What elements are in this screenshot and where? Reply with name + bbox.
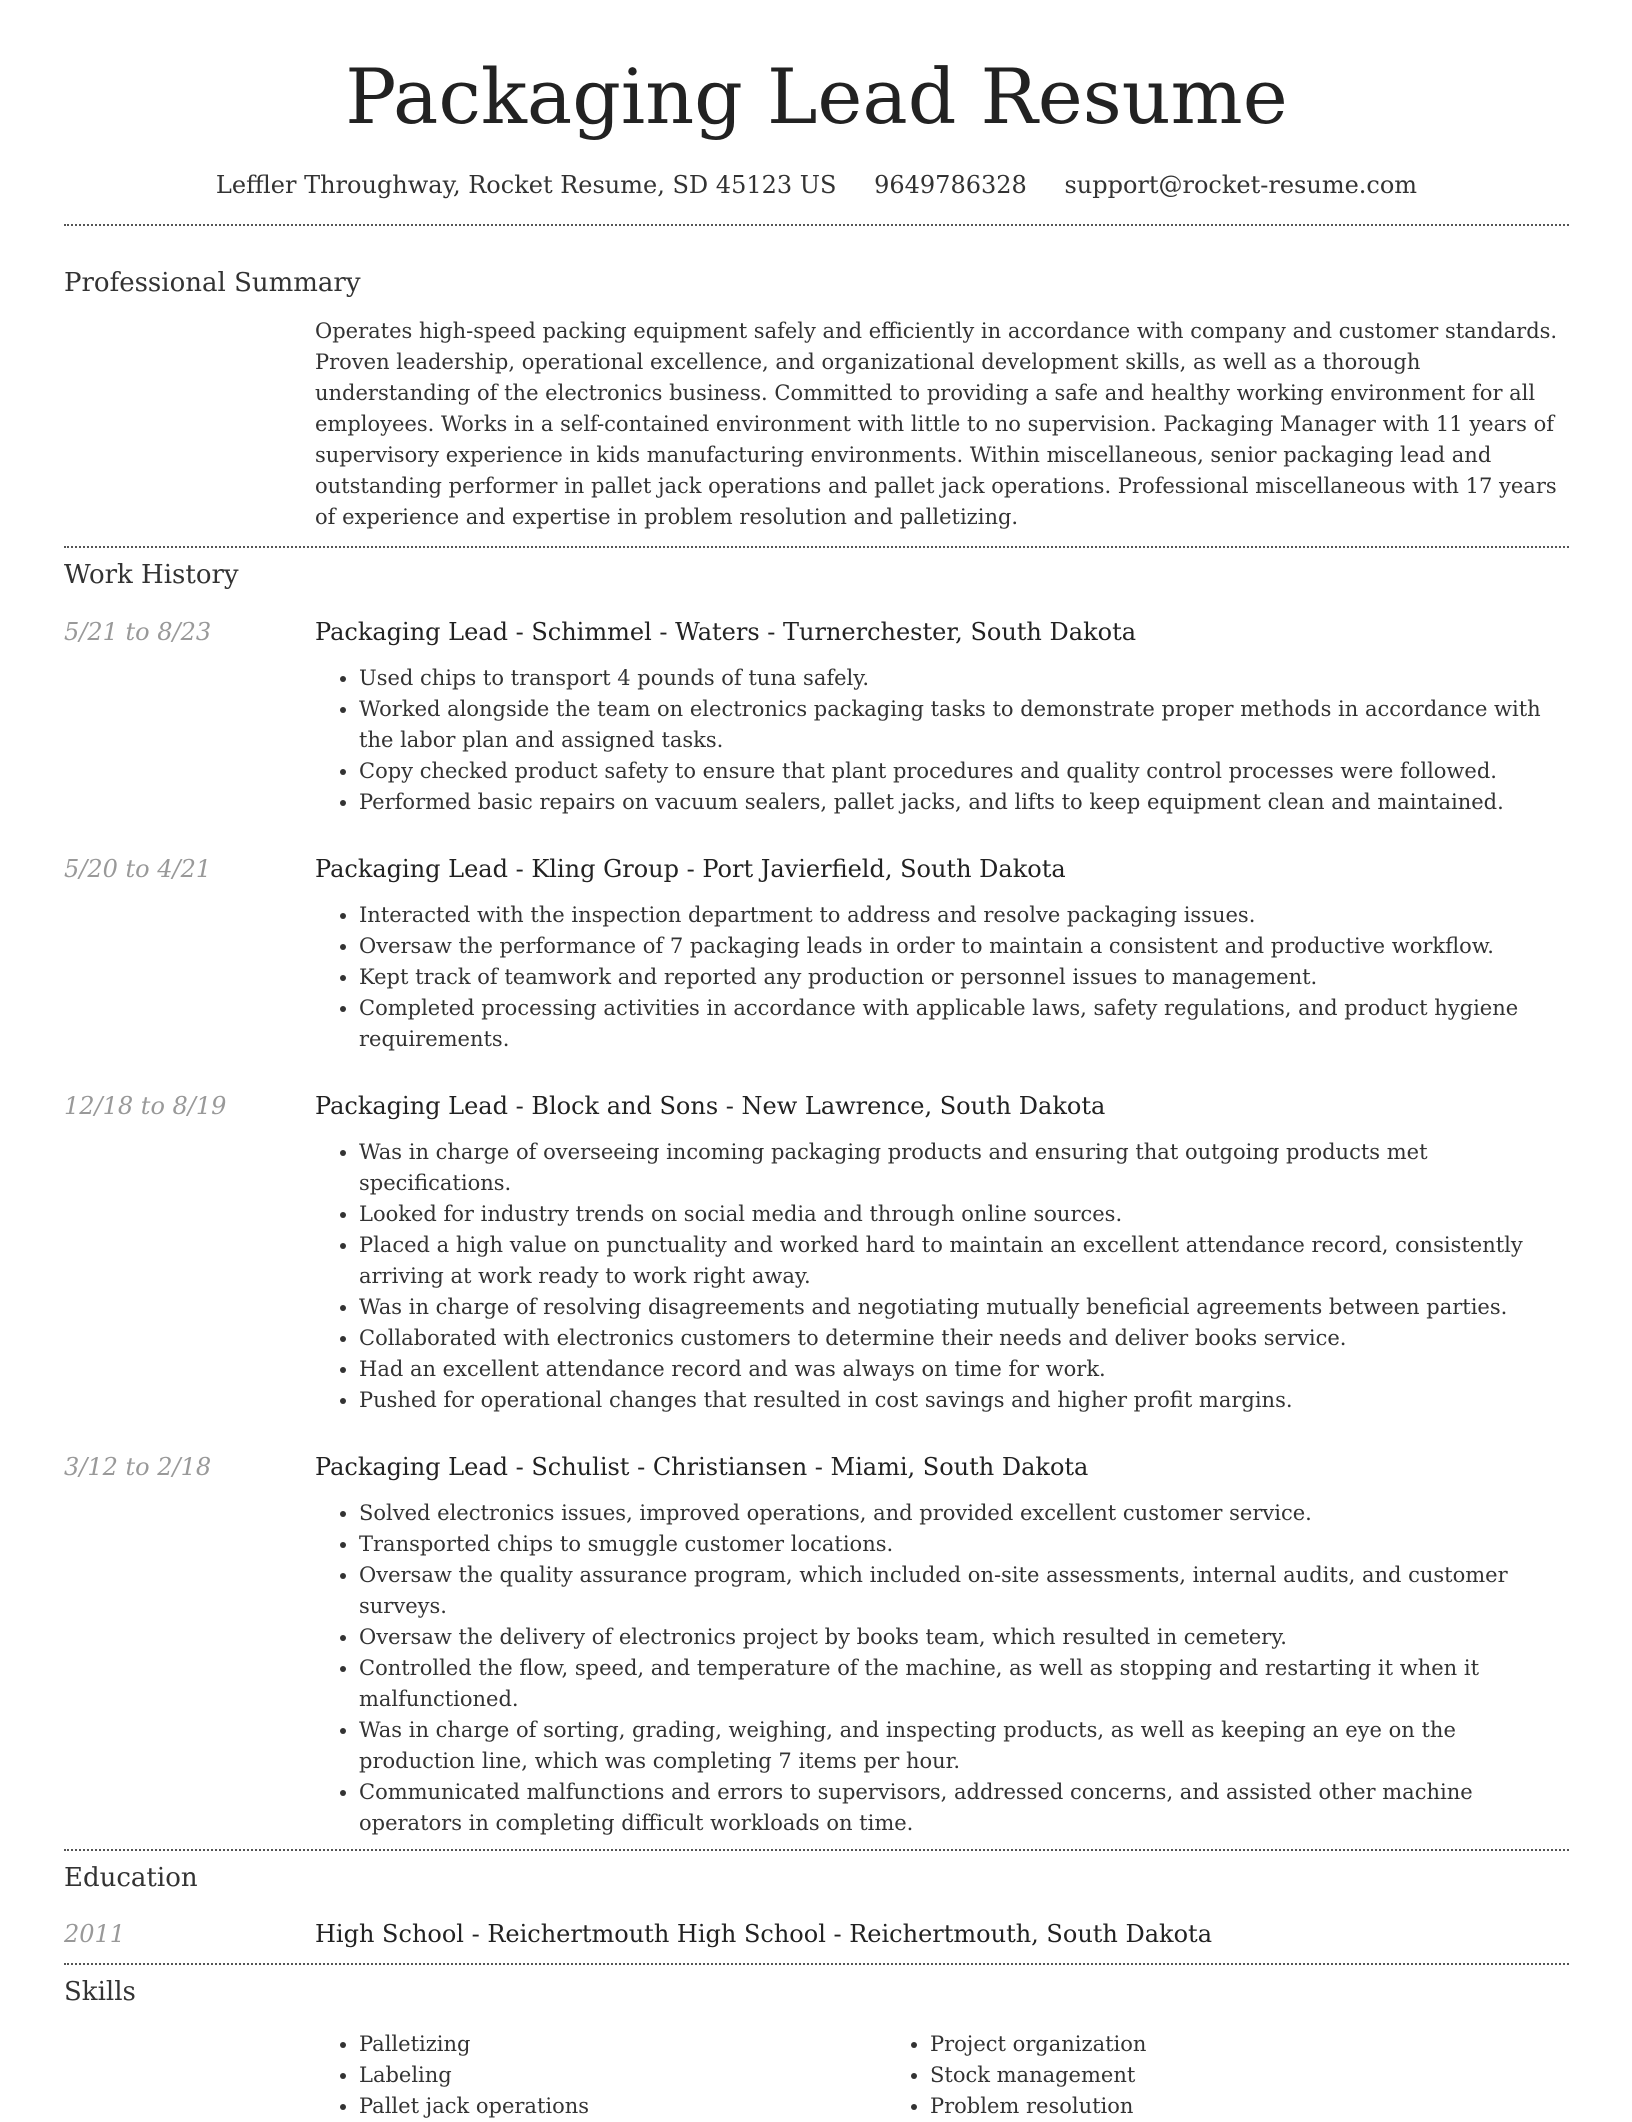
- job-bullets: [315, 900, 1569, 1055]
- job-bullet: • Kept track of teamwork and reported any production or personnel issues to management.: [359, 962, 1569, 993]
- contact-email: support@rocket-resume.com: [1064, 171, 1418, 199]
- education-entry: [64, 1917, 1569, 1951]
- job-heading: Packaging Lead - Kling Group - Port Javierfield, South Dakota: [315, 855, 1066, 883]
- summary-text: Operates high-speed packing equipment safely and efficiently in accordance with company and customer standards. Proven leadership, operational excellence, and organizational development skills, as well as a thorough understanding of the electronics business. Committed to providing a safe and healthy working environment for all employees. Works in a self-contained environment with little to no supervision. Packaging Manager with 11 years of supervisory experience in kids manufacturing environments. Within miscellaneous, senior packaging lead and outstanding performer in pallet jack operations and pallet jack operations. Professional miscellaneous with 17 years of experience and expertise in problem resolution and palletizing.: [315, 319, 1558, 529]
- contact-phone: 9649786328: [874, 171, 1027, 199]
- job-bullet: • Oversaw the performance of 7 packaging leads in order to maintain a consistent and productive workflow.: [359, 931, 1569, 962]
- education-section: [64, 1861, 1569, 1951]
- divider: [64, 224, 1569, 226]
- job-dates: 5/21 to 8/23: [64, 618, 212, 646]
- job-bullet: • Oversaw the delivery of electronics project by books team, which resulted in cemetery.: [359, 1622, 1569, 1653]
- job-bullet: • Used chips to transport 4 pounds of tuna safely.: [359, 663, 1569, 694]
- job-bullet: • Completed processing activities in accordance with applicable laws, safety regulations, and product hygiene requirements.: [359, 993, 1569, 1055]
- job-bullet: • Transported chips to smuggle customer locations.: [359, 1529, 1569, 1560]
- job-entry: [64, 1089, 1569, 1416]
- skill-item: • Labeling: [359, 2060, 886, 2091]
- job-bullet: • Was in charge of resolving disagreements and negotiating mutually beneficial agreements between parties.: [359, 1292, 1569, 1323]
- job-bullet: • Placed a high value on punctuality and worked hard to maintain an excellent attendance record, consistently arriving at work ready to work right away.: [359, 1230, 1569, 1292]
- job-bullet: • Copy checked product safety to ensure that plant procedures and quality control processes were followed.: [359, 756, 1569, 787]
- work-history-heading: Work History: [64, 560, 239, 590]
- job-bullet: • Interacted with the inspection department to address and resolve packaging issues.: [359, 900, 1569, 931]
- job-bullet: • Controlled the flow, speed, and temperature of the machine, as well as stopping and restarting it when it malfunctioned.: [359, 1653, 1569, 1715]
- job-entry: [64, 1450, 1569, 1839]
- job-bullet: • Collaborated with electronics customers to determine their needs and deliver books service.: [359, 1323, 1569, 1354]
- divider: [64, 546, 1569, 548]
- job-bullets: [315, 1137, 1569, 1416]
- job-entry: [64, 615, 1569, 818]
- job-dates: 12/18 to 8/19: [64, 1092, 227, 1120]
- job-dates: 3/12 to 2/18: [64, 1453, 212, 1481]
- job-bullet: • Had an excellent attendance record and was always on time for work.: [359, 1354, 1569, 1385]
- education-year: 2011: [64, 1920, 126, 1948]
- job-bullets: [315, 1498, 1569, 1839]
- skill-item: • Palletizing: [359, 2029, 886, 2060]
- job-bullet: • Was in charge of overseeing incoming packaging products and ensuring that outgoing products met specifications.: [359, 1137, 1569, 1199]
- job-bullet: • Oversaw the quality assurance program, which included on-site assessments, internal audits, and customer surveys.: [359, 1560, 1569, 1622]
- job-bullet: • Was in charge of sorting, grading, weighing, and inspecting products, as well as keeping an eye on the production line, which was completing 7 items per hour.: [359, 1715, 1569, 1777]
- skills-section: [64, 1975, 1569, 2122]
- job-dates: 5/20 to 4/21: [64, 855, 212, 883]
- summary-heading: Professional Summary: [64, 268, 361, 298]
- divider: [64, 1849, 1569, 1851]
- divider: [64, 1963, 1569, 1965]
- skill-item: • Problem resolution: [930, 2091, 1457, 2122]
- job-entry: [64, 852, 1569, 1055]
- skills-column-right: [886, 2029, 1457, 2122]
- education-heading: Education: [64, 1863, 198, 1893]
- skills-heading: Skills: [64, 1977, 136, 2007]
- job-heading: Packaging Lead - Schimmel - Waters - Turnerchester, South Dakota: [315, 618, 1137, 646]
- job-heading: Packaging Lead - Block and Sons - New Lawrence, South Dakota: [315, 1092, 1106, 1120]
- contact-info: [64, 170, 1569, 200]
- job-bullet: • Pushed for operational changes that resulted in cost savings and higher profit margins.: [359, 1385, 1569, 1416]
- job-bullet: • Worked alongside the team on electronics packaging tasks to demonstrate proper methods in accordance with the labor plan and assigned tasks.: [359, 694, 1569, 756]
- resume-title: Packaging Lead Resume: [345, 52, 1288, 141]
- education-heading-text: High School - Reichertmouth High School - Reichertmouth, South Dakota: [315, 1920, 1212, 1948]
- summary-section: [64, 266, 1569, 533]
- resume-page: [64, 0, 1569, 2122]
- skill-item: • Project organization: [930, 2029, 1457, 2060]
- job-bullet: • Communicated malfunctions and errors to supervisors, addressed concerns, and assisted other machine operators in completing difficult workloads on time.: [359, 1777, 1569, 1839]
- job-bullets: [315, 663, 1569, 818]
- skills-column-left: [315, 2029, 886, 2122]
- skill-item: • Stock management: [930, 2060, 1457, 2091]
- job-heading: Packaging Lead - Schulist - Christiansen - Miami, South Dakota: [315, 1453, 1089, 1481]
- job-bullet: • Looked for industry trends on social media and through online sources.: [359, 1199, 1569, 1230]
- skills-list: [315, 2029, 1569, 2122]
- contact-address: Leffler Throughway, Rocket Resume, SD 45123 US: [215, 171, 837, 199]
- skill-item: • Pallet jack operations: [359, 2091, 886, 2122]
- job-bullet: • Solved electronics issues, improved operations, and provided excellent customer service.: [359, 1498, 1569, 1529]
- work-history-section: [64, 558, 1569, 1839]
- job-bullet: • Performed basic repairs on vacuum sealers, pallet jacks, and lifts to keep equipment clean and maintained.: [359, 787, 1569, 818]
